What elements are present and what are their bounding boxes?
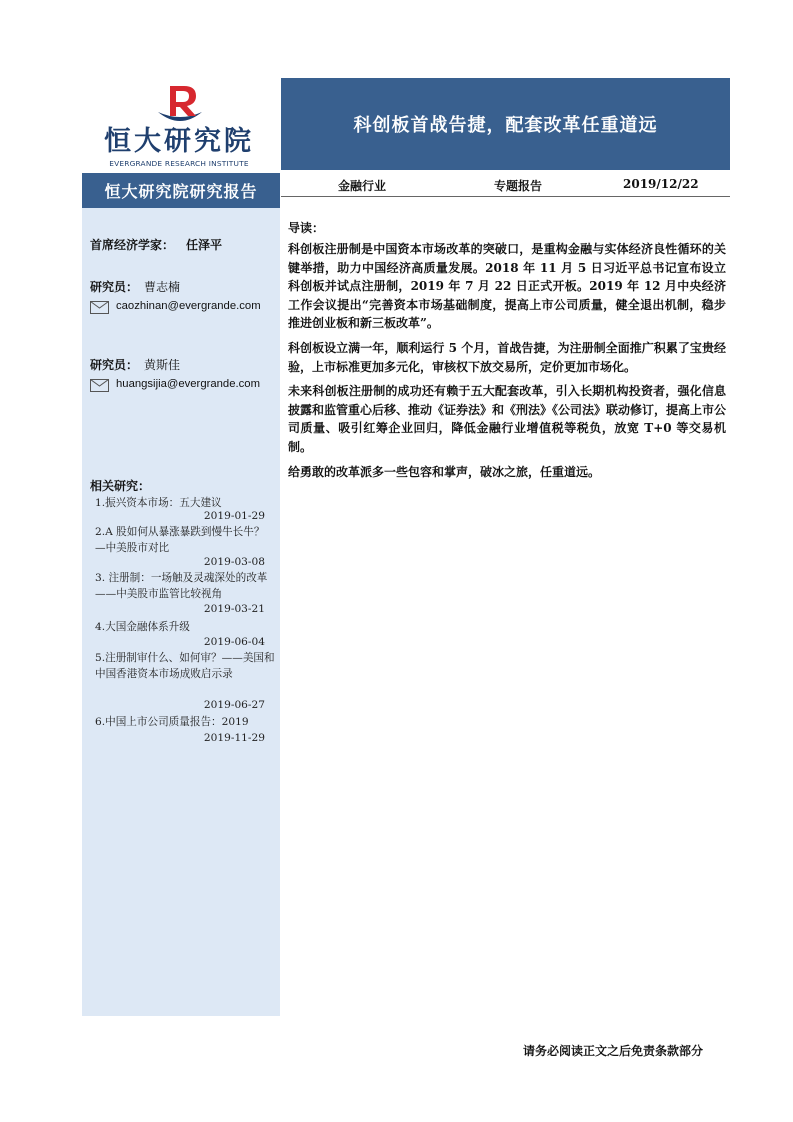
chief-label: 首席经济学家： [90, 238, 175, 252]
analyst-label: 研究员： [90, 280, 139, 294]
report-date: 2019/12/22 [623, 177, 699, 191]
email-icon [90, 301, 109, 314]
analyst-2 [90, 356, 180, 373]
related-item-date: 2019-06-27 [203, 699, 265, 711]
report-type-label: 专题报告 [494, 179, 543, 193]
intro-section [288, 218, 726, 481]
email-icon [90, 379, 109, 392]
report-title: 科创板首战告捷，配套改革任重道远 [353, 115, 658, 136]
analyst-name: 曹志楠 [144, 280, 181, 294]
related-item-date: 2019-01-29 [203, 510, 265, 522]
related-item[interactable]: 3. 注册制：一场触及灵魂深处的改革——中美股市监管比较视角 [95, 572, 268, 600]
logo-chinese-name: 恒大研究院 [104, 126, 254, 157]
intro-paragraph: 未来科创板注册制的成功还有赖于五大配套改革，引入长期机构投资者，强化信息披露和监管重心后移、推动《证券法》和《刑法》《公司法》联动修订，提高上市公司质量、吸引红筹企业回归，降低金融行业增值税等税负，放宽 T+0 等交易机制。 [288, 384, 727, 454]
evergrande-logo [84, 82, 274, 170]
series-title: 恒大研究院研究报告 [104, 182, 258, 201]
related-item[interactable]: 5.注册制审什么、如何审？——美国和中国香港资本市场成败启示录 [95, 652, 275, 680]
analyst-label: 研究员： [90, 358, 139, 372]
related-item[interactable]: 4.大国金融体系升级 [95, 621, 190, 633]
evergrande-logo-icon [154, 82, 206, 126]
meta-divider [281, 196, 730, 197]
chief-name: 任泽平 [186, 238, 223, 252]
related-item[interactable]: 2.A 股如何从暴涨暴跌到慢牛长牛？—中美股市对比 [95, 526, 265, 554]
analyst-name: 黄斯佳 [144, 358, 181, 372]
intro-paragraph: 给勇敢的改革派多一些包容和掌声，破冰之旅，任重道远。 [288, 464, 601, 479]
related-item[interactable]: 6.中国上市公司质量报告：2019 [95, 716, 249, 728]
chief-economist [90, 236, 222, 253]
related-research-title: 相关研究： [90, 479, 151, 493]
intro-paragraph: 科创板设立满一年，顺利运行 5 个月，首战告捷，为注册制全面推广积累了宝贵经验，上市标准更加多元化，审核权下放交易所，定价更加市场化。 [288, 340, 726, 374]
intro-label: 导读： [288, 221, 325, 235]
analyst-1 [90, 278, 180, 295]
industry-label: 金融行业 [338, 179, 387, 193]
related-item-date: 2019-11-29 [203, 732, 265, 744]
related-item[interactable]: 1.振兴资本市场：五大建议 [95, 497, 222, 509]
intro-paragraph: 科创板注册制是中国资本市场改革的突破口，是重构金融与实体经济良性循环的关键举措，助力中国经济高质量发展。2018 年 11 月 5 日习近平总书记宣布设立科创板并试点注册制，2019 年 7 月 22 日正式开板。2019 年 12 月中央经济工作会议提出“完善资本市场基础制度，提高上市公司质量，健全退出机制，稳步推进创业板和新三板改革”。 [288, 242, 726, 331]
report-title-banner [281, 78, 730, 170]
analyst-email[interactable]: caozhinan@evergrande.com [116, 300, 261, 312]
related-item-date: 2019-06-04 [203, 636, 265, 648]
series-banner [82, 173, 280, 208]
related-item-date: 2019-03-08 [203, 556, 265, 568]
related-item-date: 2019-03-21 [203, 603, 265, 615]
logo-english-name: EVERGRANDE RESEARCH INSTITUTE [109, 159, 249, 168]
disclaimer-note: 请务必阅读正文之后免责条款部分 [523, 1044, 704, 1058]
analyst-email[interactable]: huangsijia@evergrande.com [116, 378, 260, 390]
